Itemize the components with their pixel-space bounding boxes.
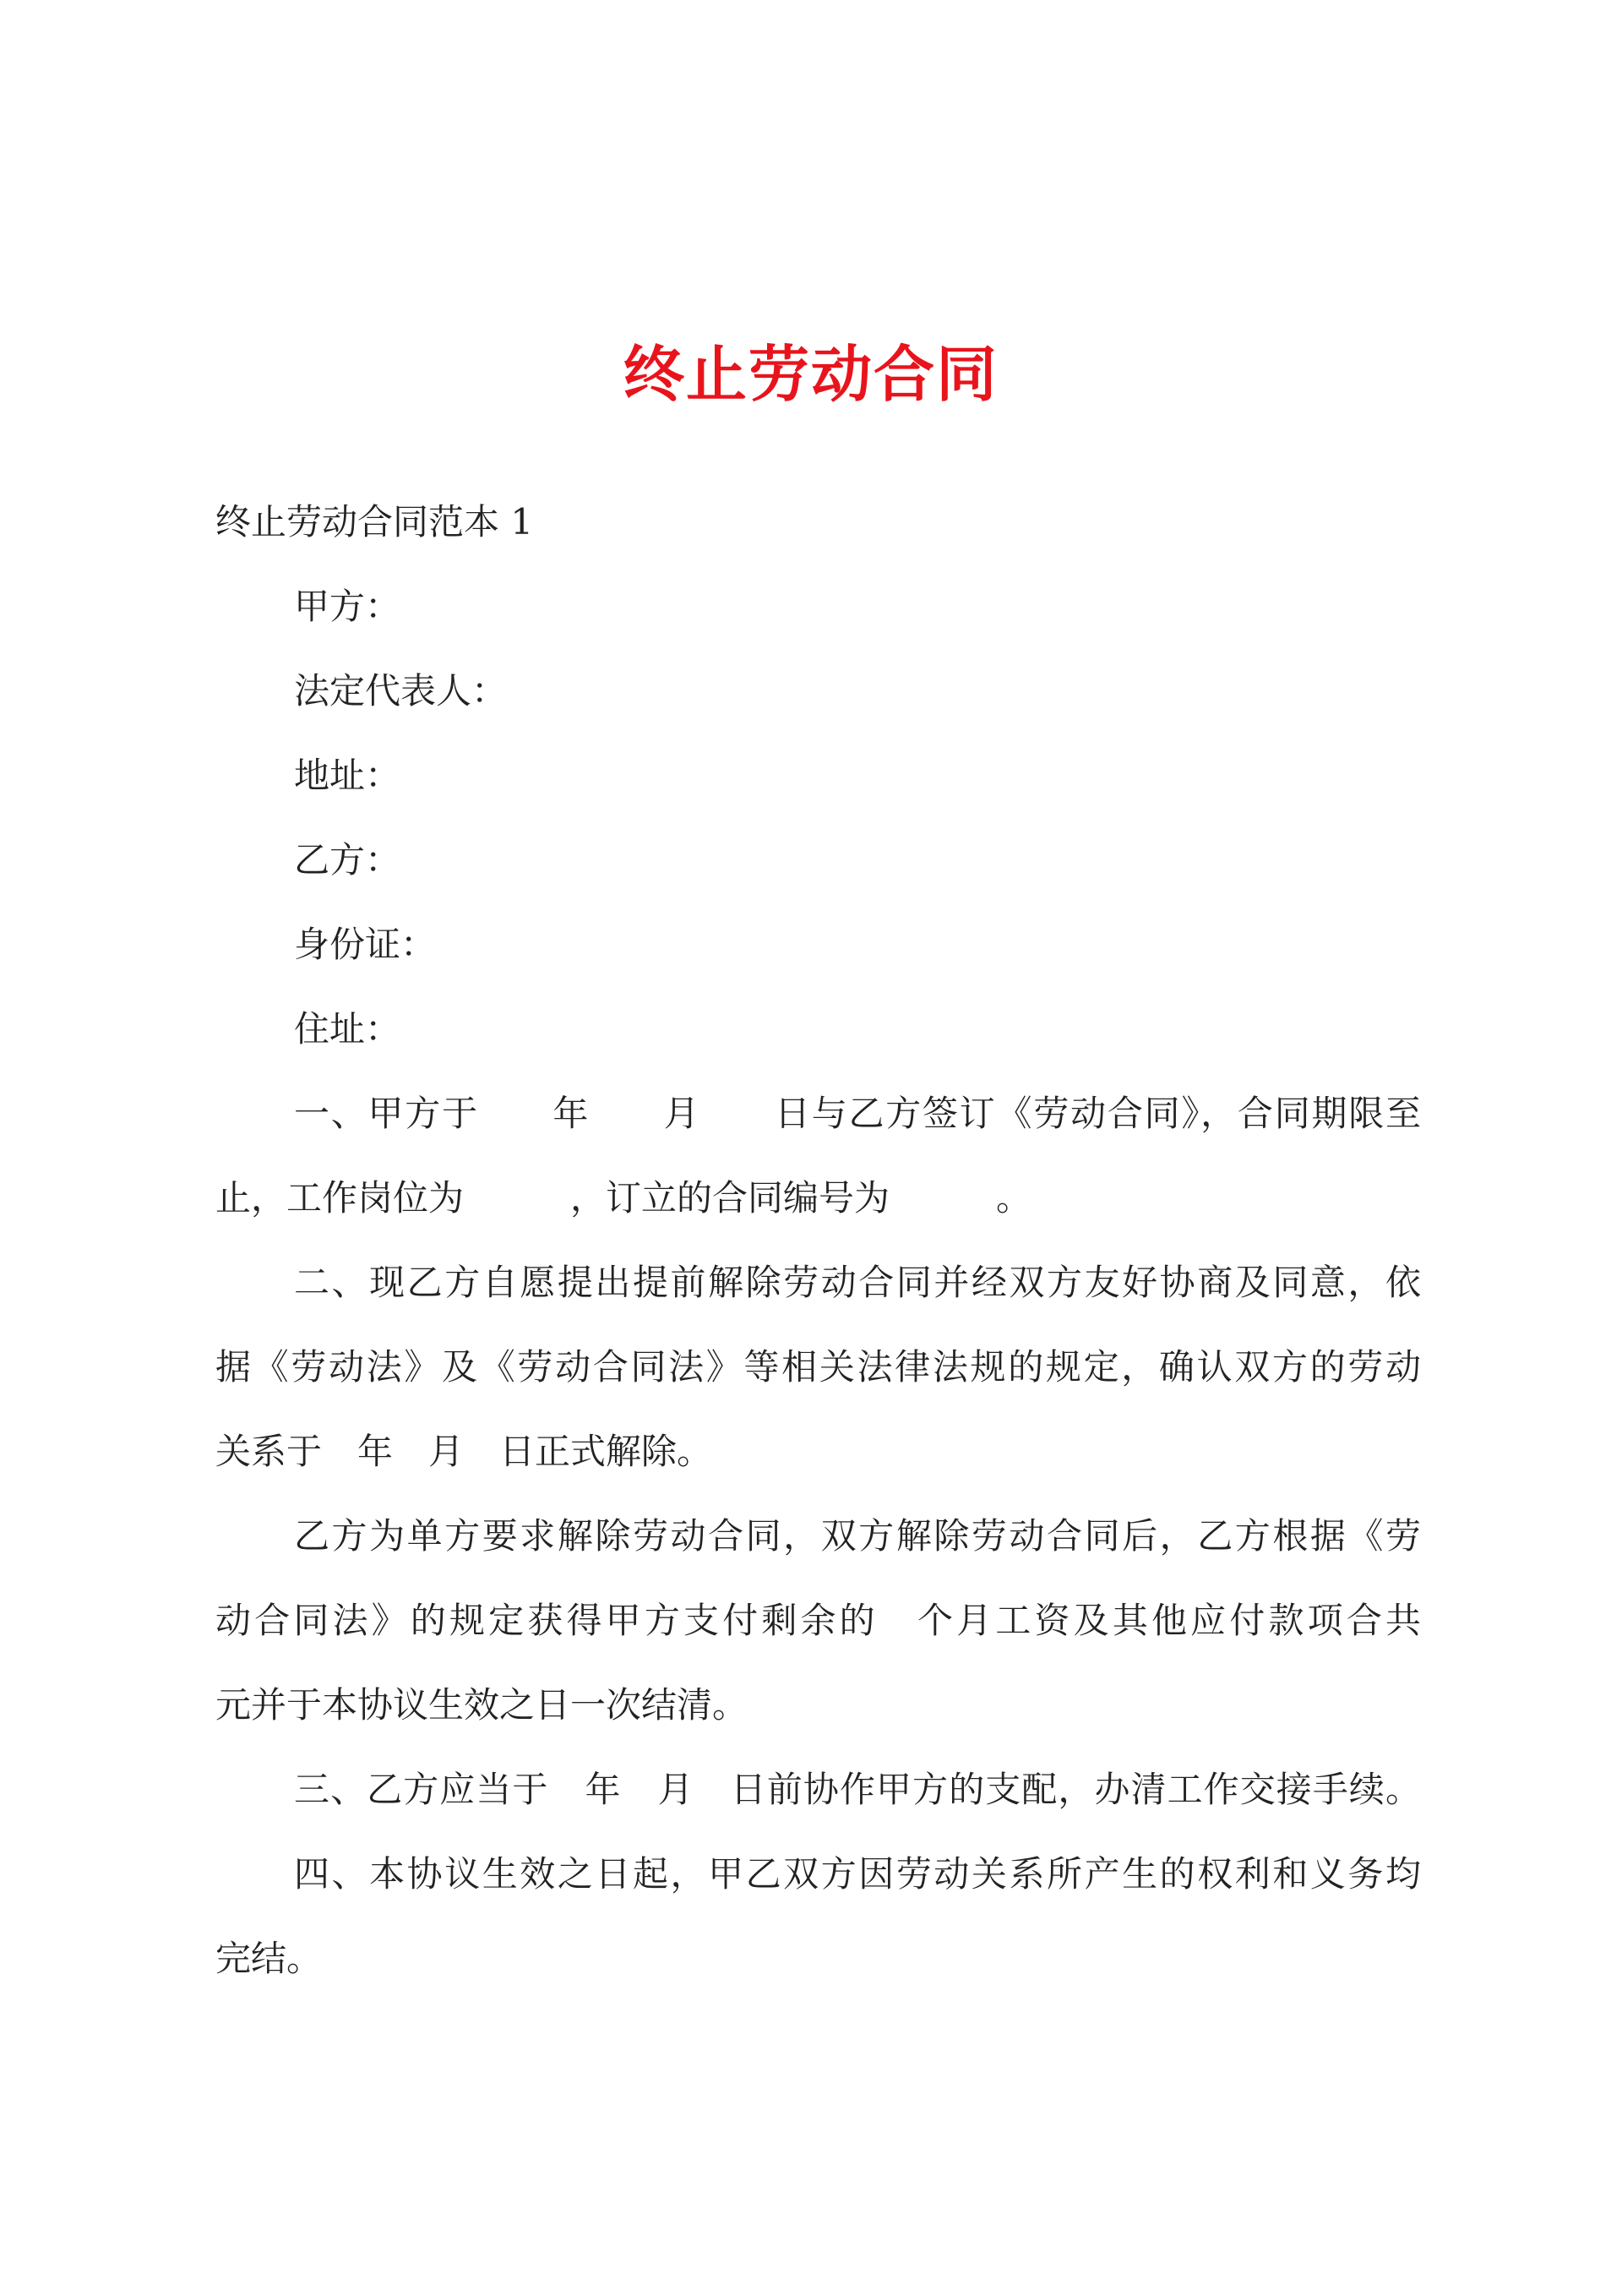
clause-1-line-1: 一、甲方于 年 月 日与乙方签订《劳动合同》，合同期限至 [294,1093,1421,1134]
clause-4-line-2: 完结。 [215,1938,323,1979]
field-id-card: 身份证： [294,924,437,965]
field-residence: 住址： [294,1008,401,1050]
document-subtitle: 终止劳动合同范本 1 [215,501,534,543]
document-title: 终止劳动合同 [623,338,999,410]
clause-2b-line-3: 元并于本协议生效之日一次结清。 [215,1684,748,1726]
clause-2-line-2: 据《劳动法》及《劳动合同法》等相关法律法规的规定，确认双方的劳动 [215,1346,1421,1388]
clause-2-line-3: 关系于 年 月 日正式解除。 [215,1431,713,1472]
field-address: 地址： [294,755,401,796]
clause-2b-line-2: 动合同法》的规定获得甲方支付剩余的 个月工资及其他应付款项合共 [215,1600,1421,1641]
field-party-a: 甲方： [294,586,401,627]
clause-2-line-1: 二、现乙方自愿提出提前解除劳动合同并经双方友好协商及同意，依 [294,1262,1421,1303]
field-legal-representative: 法定代表人： [294,670,508,712]
clause-1-line-2: 止，工作岗位为 ，订立的合同编号为 。 [215,1177,1032,1219]
clause-2b-line-1: 乙方为单方要求解除劳动合同，双方解除劳动合同后，乙方根据《劳 [294,1515,1421,1557]
clause-4-line-1: 四、本协议生效之日起，甲乙双方因劳动关系所产生的权利和义务均 [294,1853,1421,1895]
clause-3-line-1: 三、乙方应当于 年 月 日前协作甲方的支配，办清工作交接手续。 [294,1769,1421,1810]
field-party-b: 乙方： [294,839,401,881]
